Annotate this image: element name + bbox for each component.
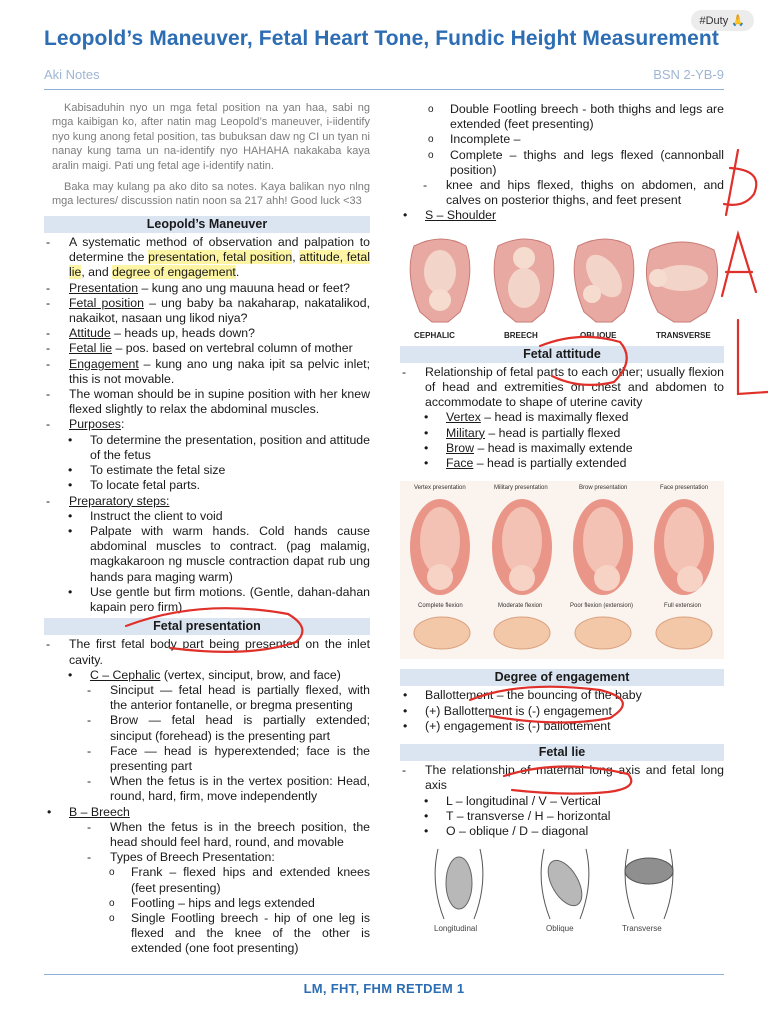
intro-paragraph: Baka may kulang pa ako dito sa notes. Kaya balikan nyo nlng mga lectures/ discussion natin noon sa 217 ahh! Good luck <33 <box>52 181 370 208</box>
breech-type: o Frank – flexed hips and extended knees (feet presenting) <box>106 865 370 895</box>
longitudinal-lie-illustration <box>435 849 483 919</box>
term-item: - Presentation – kung ano ung mauuna head or feet? <box>44 281 370 296</box>
figure-label: Poor flexion (extension) <box>570 603 634 610</box>
breech-subitem: - When the fetus is in the breech position, the head should feel hard, round, and movable <box>85 820 370 850</box>
prep-item: • Use gentle but firm motions. (Gentle, dahan-dahan kapain pero firm) <box>65 585 370 615</box>
cephalic-item: • C – Cephalic (vertex, sinciput, brow, and face) <box>65 668 370 683</box>
figure-label: Full extension <box>664 603 702 610</box>
attitude-item: • Face – head is partially extended <box>421 456 724 471</box>
purpose-item: • To determine the presentation, position and attitude of the fetus <box>65 433 370 463</box>
face-fetus-illustration <box>654 499 714 595</box>
figure-label: CEPHALIC <box>414 330 455 340</box>
uterus-cephalic-illustration <box>410 239 470 322</box>
figure-label: TRANSVERSE <box>656 330 711 340</box>
page-title: Leopold’s Maneuver, Fetal Heart Tone, Fundic Height Measurement <box>44 27 719 50</box>
knee-note: - knee and hips flexed, thighs on abdomen, and calves on posterior thighs, and feet present <box>421 178 724 208</box>
breech-type: o Incomplete – <box>425 132 724 147</box>
handwriting-letter-p <box>724 150 756 215</box>
handwriting-letter-a <box>722 234 756 296</box>
duty-tag: #Duty 🙏 <box>691 10 755 31</box>
breech-type: o Double Footling breech - both thighs and legs are extended (feet presenting) <box>425 102 724 132</box>
brow-fetus-illustration <box>573 499 633 595</box>
breech-type: o Complete – thighs and legs flexed (cannonball position) <box>425 148 724 178</box>
prep-item: • Instruct the client to void <box>65 509 370 524</box>
right-column <box>400 102 724 933</box>
oblique-lie-illustration <box>541 849 589 919</box>
lie-item: • T – transverse / H – horizontal <box>421 809 724 824</box>
figure-label: Transverse <box>622 924 662 934</box>
header-divider <box>44 89 724 90</box>
cephalic-subitem: - When the fetus is in the vertex position: Head, round, hard, firm, move independently <box>85 774 370 804</box>
class-code: BSN 2-YB-9 <box>653 67 724 82</box>
leopold-definition: - A systematic method of observation and palpation to determine the presentation, fetal position, attitude, fetal lie, and degree of engagement. <box>44 235 370 281</box>
figure-label: Oblique <box>546 924 574 934</box>
attitude-item: • Brow – head is maximally extende <box>421 441 724 456</box>
intro-paragraph: Kabisaduhin nyo un mga fetal position na yan haa, sabi ng mga kaibigan ko, after natin mag Leopold’s maneuver, i-iidentify nyo kung anong fetal position, tas bubuksan daw ng CI un tyan ni nanay kung tama un na-identify nyo HAHAHA nakakaba kaya aralin maigi. Pati ung fetal age i-identify natin. <box>52 102 370 172</box>
prep-item: • Palpate with warm hands. Cold hands cause abdominal muscles to contract. (pag malamig, magkakaroon ng muscle contraction dapat rub ung hands para maging warm) <box>65 524 370 585</box>
purpose-item: • To locate fetal parts. <box>65 478 370 493</box>
vertex-fetus-illustration <box>410 499 470 595</box>
attitude-item: • Vertex – head is maximally flexed <box>421 410 724 425</box>
section-header-attitude: Fetal attitude <box>400 346 724 363</box>
cephalic-subitem: - Face — head is hyperextended; face is the presenting part <box>85 744 370 774</box>
attitude-definition: - Relationship of fetal parts to each other; usually flexion of head and extremities on chest and abdomen to accommodate to shape of uterine cavity <box>400 365 724 411</box>
cephalic-subitem: - Sinciput — fetal head is partially flexed, with the anterior fontanelle, or bregma presenting <box>85 683 370 713</box>
figure-label: BREECH <box>504 330 538 340</box>
figure-label: Longitudinal <box>434 924 478 934</box>
transverse-lie-illustration <box>625 849 673 919</box>
pelvis-view-icon <box>494 617 550 649</box>
footer-divider <box>44 974 724 975</box>
figure-label: Brow presentation <box>579 485 628 492</box>
figure-label: Face presentation <box>660 485 709 492</box>
cephalic-subitem: - Brow — fetal head is partially extended; sinciput (forehead) is the presenting part <box>85 713 370 743</box>
lie-definition: - The relationship of maternal long axis and fetal long axis <box>400 763 724 793</box>
figure-label: OBLIQUE <box>580 330 617 340</box>
term-item: - Fetal position – ung baby ba nakaharap, nakatalikod, nakaikot, nasaan ung likod niya? <box>44 296 370 326</box>
page-footer: LM, FHT, FHM RETDEM 1 <box>303 981 465 996</box>
pelvis-view-icon <box>575 617 631 649</box>
section-header-leopold: Leopold’s Maneuver <box>44 216 370 233</box>
presentation-figure <box>400 230 724 342</box>
author: Aki Notes <box>44 67 100 82</box>
presentation-definition: - The first fetal body part being presented on the inlet cavity. <box>44 637 370 667</box>
attitude-item: • Military – head is partially flexed <box>421 426 724 441</box>
term-item: - Attitude – heads up, heads down? <box>44 326 370 341</box>
breech-item: • B – Breech <box>44 805 370 820</box>
lie-item: • L – longitudinal / V – Vertical <box>421 794 724 809</box>
breech-subitem: - Types of Breech Presentation: <box>85 850 370 865</box>
figure-label: Vertex presentation <box>414 485 466 492</box>
purposes-label: - Purposes: <box>44 417 370 432</box>
lie-figure <box>400 843 724 933</box>
figure-label: Moderate flexion <box>498 603 543 610</box>
uterus-breech-illustration <box>494 239 554 322</box>
prep-label: - Preparatory steps: <box>44 494 370 509</box>
uterus-transverse-illustration <box>646 242 717 322</box>
pelvis-view-icon <box>656 617 712 649</box>
figure-label: Complete flexion <box>418 603 463 610</box>
engagement-item: • Ballottement – the bouncing of the baby <box>400 688 724 703</box>
section-header-presentation: Fetal presentation <box>44 618 370 635</box>
figure-label: Military presentation <box>494 485 548 492</box>
engagement-item: • (+) Ballottement is (-) engagement <box>400 704 724 719</box>
military-fetus-illustration <box>492 499 552 595</box>
purpose-item: • To estimate the fetal size <box>65 463 370 478</box>
term-item: - Engagement – kung ano ung naka ipit sa pelvic inlet; this is not movable. <box>44 357 370 387</box>
shoulder-item: • S – Shoulder <box>400 208 724 223</box>
engagement-item: • (+) engagement is (-) ballottement <box>400 719 724 734</box>
handwriting-letter-l <box>738 320 768 394</box>
pelvis-view-icon <box>414 617 470 649</box>
section-header-lie: Fetal lie <box>400 744 724 761</box>
breech-type: o Footling – hips and legs extended <box>106 896 370 911</box>
uterus-oblique-illustration <box>574 239 634 322</box>
lie-item: • O – oblique / D – diagonal <box>421 824 724 839</box>
breech-type: o Single Footling breech - hip of one leg is flexed and the knee of the other is extended (one foot presenting) <box>106 911 370 957</box>
attitude-figure <box>400 481 724 659</box>
left-column <box>44 101 370 957</box>
term-item: - Fetal lie – pos. based on vertebral column of mother <box>44 341 370 356</box>
section-header-engagement: Degree of engagement <box>400 669 724 686</box>
supine-note: - The woman should be in supine position with her knew flexed slightly to relax the abdominal muscles. <box>44 387 370 417</box>
